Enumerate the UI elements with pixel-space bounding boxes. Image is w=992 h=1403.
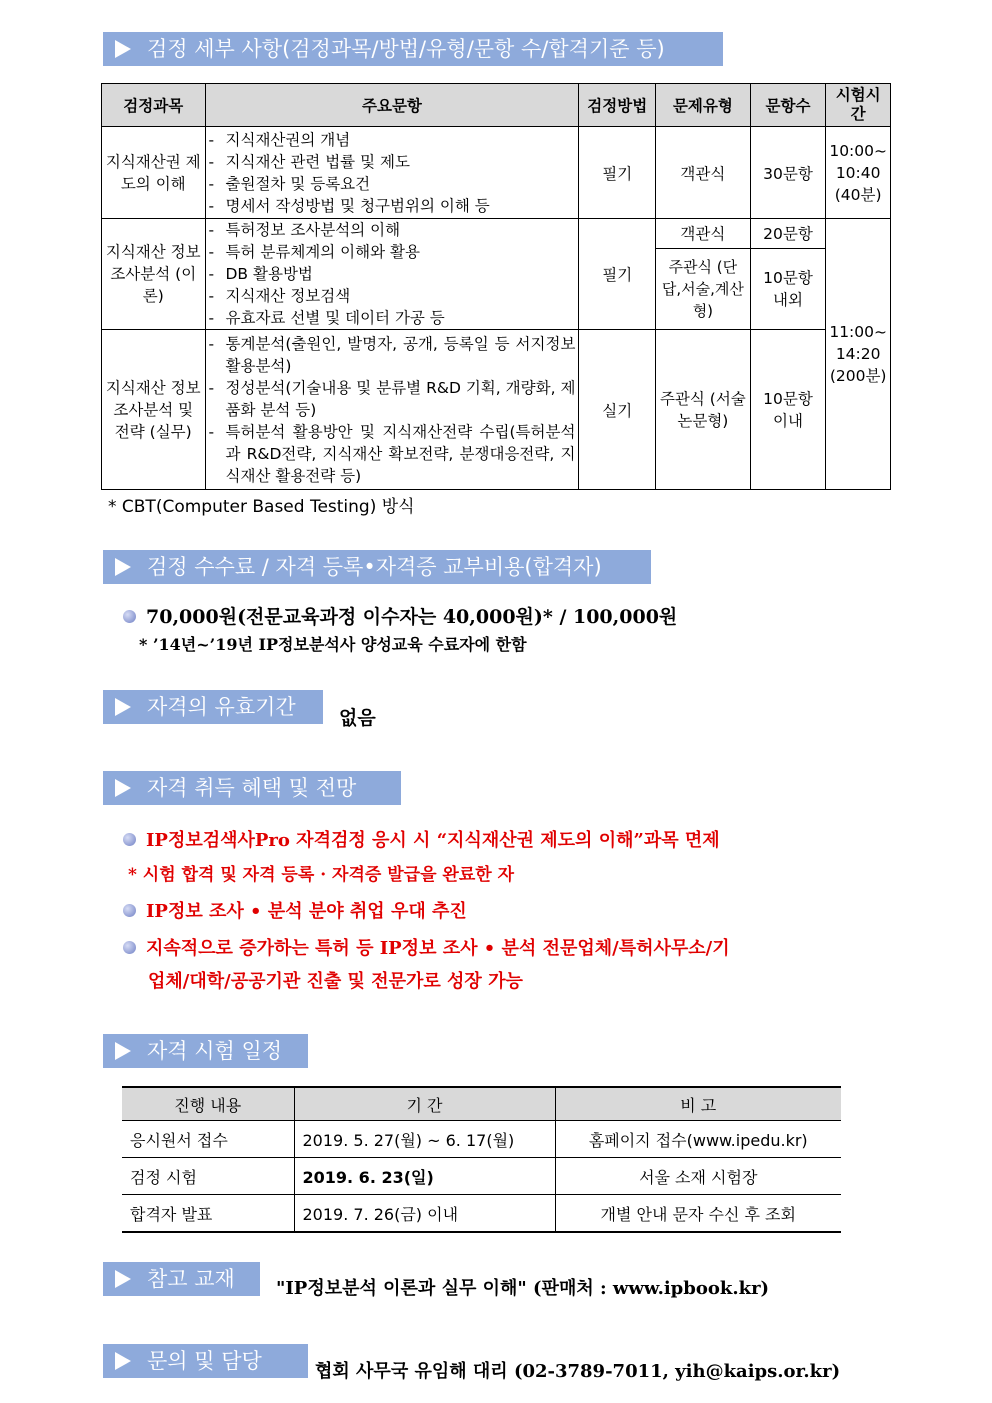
fee-main: 70,000원(전문교육과정 이수자는 40,000원)* / 100,000원 (123, 602, 677, 629)
table-row (102, 219, 891, 249)
method-cell: 실기 (579, 330, 656, 490)
task-cell: 검정 시험 (122, 1158, 294, 1195)
method-cell: 필기 (579, 219, 656, 330)
note-cell: 개별 안내 문자 수신 후 조회 (555, 1195, 841, 1233)
header-count: 문항수 (750, 84, 826, 127)
table-header-row (122, 1087, 841, 1121)
note-cell: 서울 소재 시험장 (555, 1158, 841, 1195)
arrow-right-icon (115, 1270, 131, 1288)
table-row (102, 330, 891, 490)
subject-cell: 지식재산 정보 조사분석 (이론) (102, 219, 206, 330)
table-row (102, 127, 891, 219)
list-item: - 지식재산권의 개념 (209, 129, 576, 151)
list-item: - 특허 분류체계의 이해와 활용 (209, 241, 576, 263)
benefit-item-2: IP정보 조사 • 분석 분야 취업 우대 추진 (123, 897, 467, 923)
section-header-fee: 검정 수수료 / 자격 등록•자격증 교부비용(합격자) (103, 550, 651, 584)
benefit-item-3-cont: 업체/대학/공공기관 진출 및 전문가로 성장 가능 (148, 971, 523, 992)
section-header-textbook: 참고 교재 (103, 1262, 260, 1296)
table-header-row (102, 84, 891, 127)
count-cell: 10문항 내외 (750, 248, 826, 329)
bullet-icon (123, 904, 136, 917)
list-item: - 특허정보 조사분석의 이해 (209, 219, 576, 241)
arrow-right-icon (115, 1042, 131, 1060)
period-cell: 2019. 5. 27(월) ~ 6. 17(월) (294, 1121, 555, 1158)
count-cell: 30문항 (750, 127, 826, 219)
subject-cell: 지식재산권 제도의 이해 (102, 127, 206, 219)
list-item: - 출원절차 및 등록요건 (209, 173, 576, 195)
method-cell: 필기 (579, 127, 656, 219)
list-item: - 특허분석 활용방안 및 지식재산전략 수립(특허분석과 R&D전략, 지식재산 확보전략, 분쟁대응전략, 지식재산 활용전략 등) (209, 421, 576, 487)
fee-note: * ’14년~’19년 IP정보분석사 양성교육 수료자에 한함 (139, 635, 527, 654)
task-cell: 응시원서 접수 (122, 1121, 294, 1158)
textbook-value: "IP정보분석 이론과 실무 이해" (판매처 : www.ipbook.kr) (276, 1278, 770, 1299)
table-row (122, 1158, 841, 1195)
list-item: - 지식재산 정보검색 (209, 285, 576, 307)
bullet-icon (123, 610, 136, 623)
header-type: 문제유형 (656, 84, 751, 127)
task-cell: 합격자 발표 (122, 1195, 294, 1233)
exam-details-table (101, 83, 891, 490)
items-cell (205, 330, 579, 490)
section-header-schedule: 자격 시험 일정 (103, 1034, 308, 1068)
subject-cell: 지식재산 정보 조사분석 및 전략 (실무) (102, 330, 206, 490)
items-cell (205, 219, 579, 330)
header-items: 주요문항 (205, 84, 579, 127)
header-method: 검정방법 (579, 84, 656, 127)
arrow-right-icon (115, 1352, 131, 1370)
cbt-footnote: * CBT(Computer Based Testing) 방식 (108, 497, 415, 517)
table-row (122, 1195, 841, 1233)
header-note: 비 고 (555, 1087, 841, 1121)
type-cell: 객관식 (656, 219, 751, 249)
header-time: 시험시간 (826, 84, 891, 127)
items-cell (205, 127, 579, 219)
section-header-contact: 문의 및 담당 (103, 1344, 308, 1378)
section-header-validity: 자격의 유효기간 (103, 690, 323, 724)
section-header-benefits: 자격 취득 혜택 및 전망 (103, 771, 401, 805)
table-row (122, 1121, 841, 1158)
header-task: 진행 내용 (122, 1087, 294, 1121)
contact-value: 협회 사무국 유임해 대리 (02-3789-7011, yih@kaips.or.kr) (315, 1361, 841, 1382)
benefit-note-1: * 시험 합격 및 자격 등록 · 자격증 발급을 완료한 자 (128, 865, 515, 885)
period-cell: 2019. 7. 26(금) 이내 (294, 1195, 555, 1233)
arrow-right-icon (115, 698, 131, 716)
period-cell: 2019. 6. 23(일) (294, 1158, 555, 1195)
list-item: - 명세서 작성방법 및 청구범위의 이해 등 (209, 195, 576, 217)
arrow-right-icon (115, 779, 131, 797)
benefit-item-1: IP정보검색사Pro 자격검정 응시 시 “지식재산권 제도의 이해”과목 면제 (123, 826, 720, 852)
time-cell: 11:00~ 14:20 (200분) (826, 219, 891, 490)
list-item: - 지식재산 관련 법률 및 제도 (209, 151, 576, 173)
section-header-details: 검정 세부 사항(검정과목/방법/유형/문항 수/합격기준 등) (103, 32, 723, 66)
count-cell: 20문항 (750, 219, 826, 249)
validity-value: 없음 (339, 707, 376, 729)
type-cell: 주관식 (단답,서술,계산형) (656, 248, 751, 329)
type-cell: 객관식 (656, 127, 751, 219)
arrow-right-icon (115, 40, 131, 58)
header-subject: 검정과목 (102, 84, 206, 127)
note-cell: 홈페이지 접수(www.ipedu.kr) (555, 1121, 841, 1158)
header-period: 기 간 (294, 1087, 555, 1121)
list-item: - DB 활용방법 (209, 263, 576, 285)
schedule-table (122, 1086, 841, 1233)
type-cell: 주관식 (서술논문형) (656, 330, 751, 490)
bullet-icon (123, 941, 136, 954)
bullet-icon (123, 833, 136, 846)
time-cell: 10:00~ 10:40 (40분) (826, 127, 891, 219)
count-cell: 10문항 이내 (750, 330, 826, 490)
arrow-right-icon (115, 558, 131, 576)
list-item: - 유효자료 선별 및 데이터 가공 등 (209, 307, 576, 329)
list-item: - 정성분석(기술내용 및 분류별 R&D 기획, 개량화, 제품화 분석 등) (209, 377, 576, 421)
benefit-item-3: 지속적으로 증가하는 특허 등 IP정보 조사 • 분석 전문업체/특허사무소/기 (123, 934, 730, 960)
list-item: - 통계분석(출원인, 발명자, 공개, 등록일 등 서지정보 활용분석) (209, 333, 576, 377)
